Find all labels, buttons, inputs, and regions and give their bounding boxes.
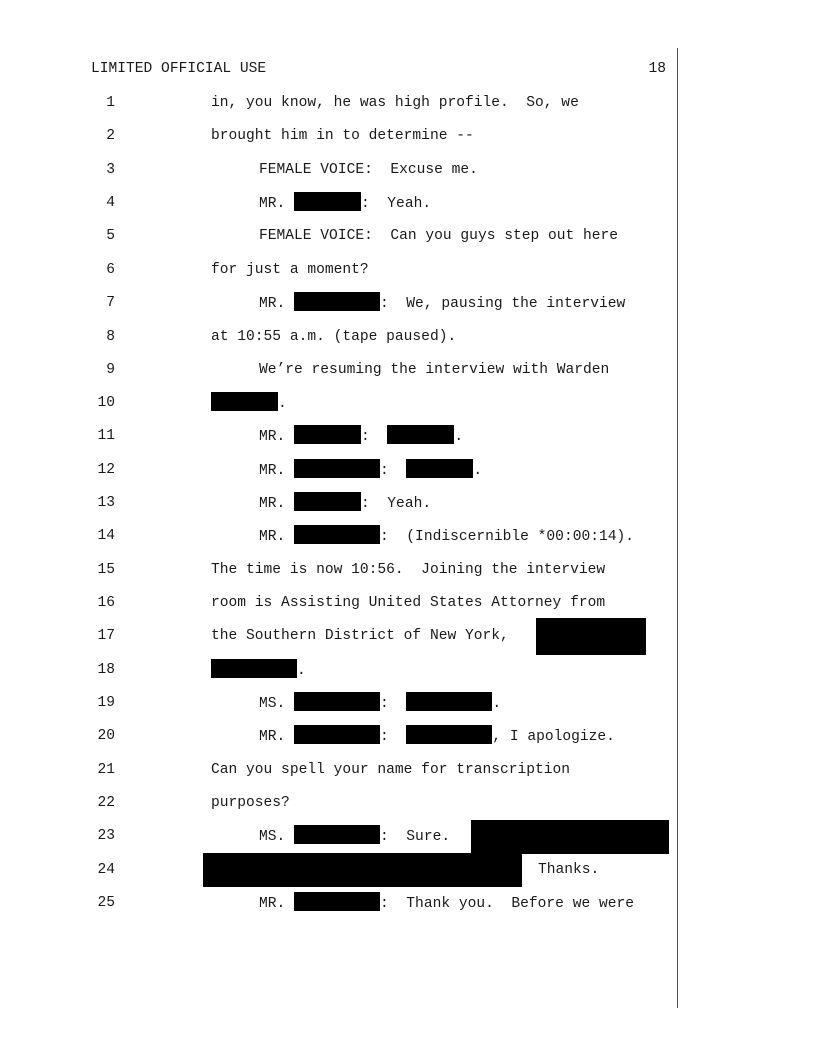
line-text: the Southern District of New York, bbox=[211, 628, 509, 644]
transcript-line bbox=[0, 359, 816, 381]
redaction-block bbox=[471, 820, 669, 854]
line-text: MR. : We, pausing the interview bbox=[259, 292, 625, 315]
line-text: FEMALE VOICE: Can you guys step out here bbox=[259, 228, 619, 244]
transcript-line bbox=[0, 125, 816, 147]
line-number: 4 bbox=[106, 195, 115, 211]
line-number: 9 bbox=[106, 362, 115, 378]
redaction-block bbox=[294, 192, 361, 211]
redaction-block bbox=[406, 459, 473, 478]
line-text: . bbox=[211, 392, 287, 415]
transcript-line bbox=[0, 759, 816, 781]
line-text: MS. : Sure. bbox=[259, 825, 459, 848]
line-number: 3 bbox=[106, 162, 115, 178]
line-text: MR. : Thank you. Before we were bbox=[259, 892, 634, 915]
line-number: 22 bbox=[97, 795, 115, 811]
line-number: 8 bbox=[106, 329, 115, 345]
transcript-line bbox=[0, 292, 816, 314]
line-text: in, you know, he was high profile. So, we bbox=[211, 95, 579, 111]
transcript-line bbox=[0, 625, 816, 647]
transcript-line bbox=[0, 692, 816, 714]
line-text: MR. : Yeah. bbox=[259, 192, 431, 215]
transcript-line bbox=[0, 425, 816, 447]
transcript-line bbox=[0, 892, 816, 914]
line-number: 20 bbox=[97, 728, 115, 744]
line-text: MS. : . bbox=[259, 692, 501, 715]
transcript-line bbox=[0, 159, 816, 181]
line-text: brought him in to determine -- bbox=[211, 128, 474, 144]
line-number: 16 bbox=[97, 595, 115, 611]
classification-header: LIMITED OFFICIAL USE bbox=[91, 61, 267, 77]
redaction-block bbox=[406, 725, 492, 744]
redaction-block bbox=[294, 459, 380, 478]
redaction-block bbox=[294, 425, 361, 444]
line-text: MR. : . bbox=[259, 459, 482, 482]
redaction-block bbox=[294, 292, 380, 311]
page-number: 18 bbox=[648, 61, 666, 77]
transcript-line bbox=[0, 392, 816, 414]
redaction-block bbox=[294, 492, 361, 511]
redaction-block bbox=[387, 425, 454, 444]
line-number: 11 bbox=[97, 428, 115, 444]
line-text: MR. : (Indiscernible *00:00:14). bbox=[259, 525, 634, 548]
line-text: Thanks. bbox=[538, 862, 600, 878]
line-number: 18 bbox=[97, 662, 115, 678]
line-number: 19 bbox=[97, 695, 115, 711]
transcript-line bbox=[0, 326, 816, 348]
transcript-line bbox=[0, 792, 816, 814]
line-number: 24 bbox=[97, 862, 115, 878]
redaction-block bbox=[294, 725, 380, 744]
transcript-line bbox=[0, 559, 816, 581]
line-number: 7 bbox=[106, 295, 115, 311]
line-text: Can you spell your name for transcription bbox=[211, 762, 571, 778]
redaction-block bbox=[294, 692, 380, 711]
transcript-line bbox=[0, 592, 816, 614]
line-number: 5 bbox=[106, 228, 115, 244]
line-number: 12 bbox=[97, 462, 115, 478]
line-number: 23 bbox=[97, 828, 115, 844]
line-text: . bbox=[211, 659, 306, 682]
transcript-line bbox=[0, 225, 816, 247]
line-number: 25 bbox=[97, 895, 115, 911]
line-number: 10 bbox=[97, 395, 115, 411]
line-text: We’re resuming the interview with Warden bbox=[259, 362, 610, 378]
line-text: The time is now 10:56. Joining the interview bbox=[211, 562, 606, 578]
redaction-block bbox=[211, 392, 278, 411]
transcript-line bbox=[0, 92, 816, 114]
line-number: 13 bbox=[97, 495, 115, 511]
line-text: FEMALE VOICE: Excuse me. bbox=[259, 162, 478, 178]
redaction-block bbox=[203, 853, 522, 887]
line-text: for just a moment? bbox=[211, 262, 369, 278]
transcript-line bbox=[0, 259, 816, 281]
line-number: 6 bbox=[106, 262, 115, 278]
transcript-line bbox=[0, 725, 816, 747]
transcript-line bbox=[0, 825, 816, 847]
line-text: MR. : Yeah. bbox=[259, 492, 431, 515]
line-text: room is Assisting United States Attorney from bbox=[211, 595, 606, 611]
line-text: at 10:55 a.m. (tape paused). bbox=[211, 329, 457, 345]
line-number: 17 bbox=[97, 628, 115, 644]
transcript-line bbox=[0, 192, 816, 214]
line-text: MR. : , I apologize. bbox=[259, 725, 615, 748]
line-text: MR. : . bbox=[259, 425, 463, 448]
transcript-line bbox=[0, 525, 816, 547]
line-number: 14 bbox=[97, 528, 115, 544]
redaction-block bbox=[294, 525, 380, 544]
line-text: purposes? bbox=[211, 795, 290, 811]
redaction-block bbox=[294, 892, 380, 911]
transcript-line bbox=[0, 459, 816, 481]
redaction-block bbox=[406, 692, 492, 711]
line-number: 15 bbox=[97, 562, 115, 578]
line-number: 2 bbox=[106, 128, 115, 144]
redaction-block bbox=[536, 618, 646, 655]
transcript-line bbox=[0, 492, 816, 514]
line-number: 1 bbox=[106, 95, 115, 111]
redaction-block bbox=[294, 825, 380, 844]
transcript-line bbox=[0, 659, 816, 681]
redaction-block bbox=[211, 659, 297, 678]
line-number: 21 bbox=[97, 762, 115, 778]
